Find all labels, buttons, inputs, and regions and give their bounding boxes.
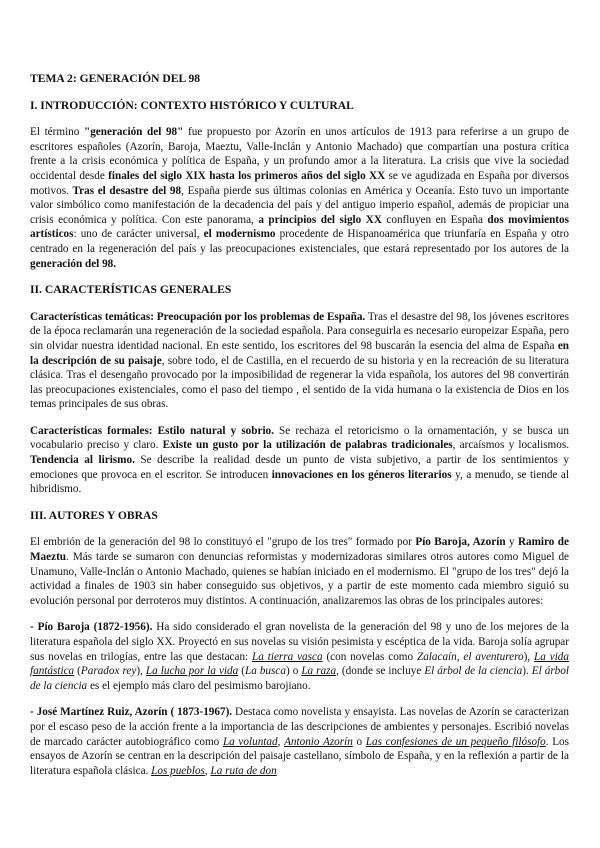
document-page: [30, 72, 569, 790]
paragraph-azorin: - José Martínez Ruiz, Azorín ( 1873-1967). Destaca como novelista y ensayista. Las novelas de Azorín se caracterizan por el escaso peso de la acción frente a la importancia de las descripciones de ambientes y personajes. Escribió novelas de marcado carácter autobiográfico como La voluntad, Antonio Azorín o Las confesiones de un pequeño filósofo. Los ensayos de Azorín se centran en la descripción del paisaje castellano, símbolo de España, y en la reflexión a partir de la literatura española clásica. Los pueblos, La ruta de don: [30, 706, 570, 777]
paragraph-grupo-de-los-tres: El embrión de la generación del 98 lo constituyó el "grupo de los tres" formado por Pío Baroja, Azorín y Ramiro de Maeztu. Más tarde se sumaron con denuncias reformistas y modernizadoras similares otros autores como Miguel de Unamuno, Valle-Inclán o Antonio Machado, quienes se habían iniciado en el modernismo. El "grupo de los tres" dejó la actividad a finales de 1903 sin haber conseguido sus objetivos, y a partir de este momento cada miembro siguió su evolución personal por derroteros muy distintos. A continuación, analizaremos las obras de los principales autores:: [30, 536, 569, 607]
document-title: TEMA 2: GENERACIÓN DEL 98: [30, 72, 201, 85]
section-heading-introduccion: I. INTRODUCCIÓN: CONTEXTO HISTÓRICO Y CULTURAL: [30, 98, 354, 112]
paragraph-introduccion: El término "generación del 98" fue propuesto por Azorín en unos artículos de 1913 para referirse a un grupo de escritores españoles (Azorín, Baroja, Maeztu, Valle-Inclán y Antonio Machado) que compartían una postura crítica frente a la crisis económica y política de España, y un profundo amor a la literatura. La crisis que vive la sociedad occidental desde finales del siglo XIX hasta los primeros años del siglo XX se ve agudizada en España por diversos motivos. Tras el desastre del 98, España pierde sus últimas colonias en América y Oceanía. Esto tuvo un importante valor simbólico como manifestación de la decadencia del país y del antiguo imperio español, además de propiciar una crisis económica y política. Con este panorama, a principios del siglo XX confluyen en España dos movimientos artísticos: uno de carácter universal, el modernismo procedente de Hispanoamérica que triunfaría en España y otro centrado en la regeneración del país y las preocupaciones existenciales, que estará representado por los autores de la generación del 98.: [30, 126, 569, 270]
section-heading-autores: III. AUTORES Y OBRAS: [30, 508, 158, 522]
section-heading-caracteristicas: II. CARACTERÍSTICAS GENERALES: [30, 283, 232, 297]
paragraph-caracteristicas-tematicas: Características temáticas: Preocupación por los problemas de España. Tras el desastre del 98, los jóvenes escritores de la época reclamarán una regeneración de la sociedad española. Para conseguirla es necesario europeizar España, pero sin olvidar nuestra identidad nacional. En este sentido, los escritores del 98 buscarán la esencia del alma de España en la descripción de su paisaje, sobre todo, el de Castilla, en el recuerdo de su historia y en la recreación de su literatura clásica. Tras el desengaño provocado por la imposibilidad de regenerar la vida española, los autores del 98 convertirán las preocupaciones existenciales, como el paso del tiempo , el sentido de la vida humana o la existencia de Dios en los temas principales de sus obras.: [30, 310, 569, 411]
paragraph-pio-baroja: - Pío Baroja (1872-1956). Ha sido considerado el gran novelista de la generación del 98 y uno de los mejores de la literatura española del siglo XX. Proyectó en sus novelas su visión pesimista y escéptica de la vida. Baroja solía agrupar sus novelas en trilogías, entre las que destacan: La tierra vasca (con novelas como Zalacaín, el aventurero), La vida fantástica (Paradox rey), La lucha por la vida (La busca) o La raza, (donde se incluye El árbol de la ciencia). El árbol de la ciencia es el ejemplo más claro del pesimismo barojiano.: [30, 621, 569, 692]
paragraph-caracteristicas-formales: Características formales: Estilo natural y sobrio. Se rechaza el retoricismo o la ornamentación, y se busca un vocabulario preciso y claro. Existe un gusto por la utilización de palabras tradicionales, arcaísmos y localismos. Tendencia al lirismo. Se describe la realidad desde un punto de vista subjetivo, a partir de los sentimientos y emociones que provoca en el escritor. Se introducen innovaciones en los géneros literarios y, a menudo, se tiende al hibridismo.: [30, 424, 569, 496]
